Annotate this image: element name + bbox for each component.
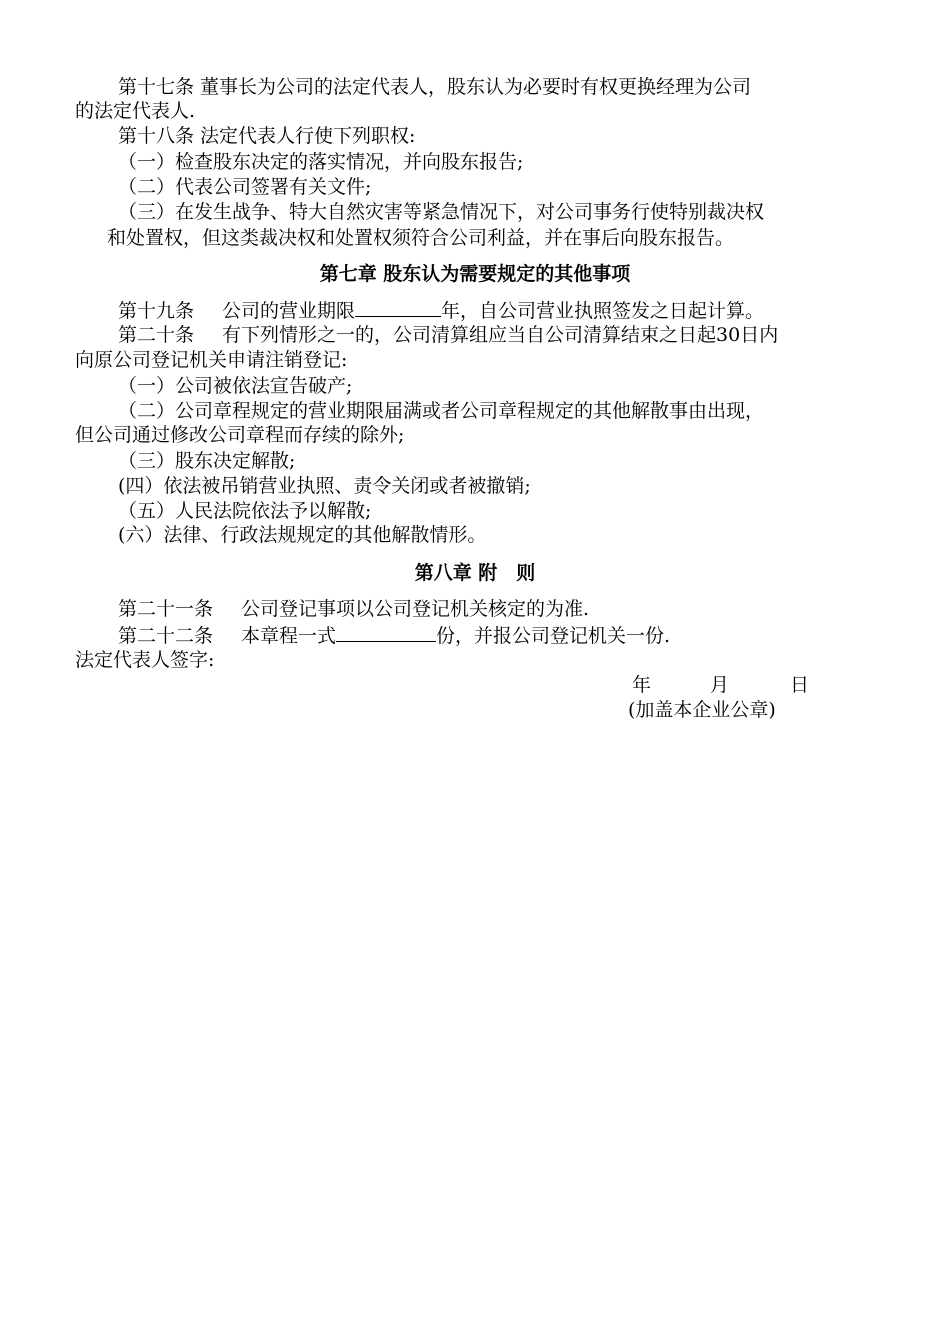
company-seal-note: (加盖本企业公章) xyxy=(628,699,776,721)
signature-label: 法定代表人签字: xyxy=(75,649,215,671)
art22-line xyxy=(118,623,670,648)
art18-item3-line1: （三）在发生战争、特大自然灾害等紧急情况下，对公司事务行使特别裁决权 xyxy=(118,201,765,223)
business-term-blank xyxy=(355,298,441,317)
copies-blank xyxy=(336,623,436,642)
art20-line1 xyxy=(118,323,778,347)
art22-prefix: 第二十二条 xyxy=(118,625,214,647)
art20-text: 有下列情形之一的，公司清算组应当自公司清算结束之日起30日内 xyxy=(222,324,779,346)
art18-item3-line2: 和处置权，但这类裁决权和处置权须符合公司利益，并在事后向股东报告。 xyxy=(107,227,735,249)
art17-line2: 的法定代表人. xyxy=(75,100,196,122)
chapter8-heading: 第八章 附 则 xyxy=(414,562,536,584)
art21-text: 公司登记事项以公司登记机关核定的为准. xyxy=(241,598,590,620)
art22-text-before: 本章程一式 xyxy=(241,625,337,647)
art21-prefix: 第二十一条 xyxy=(118,598,214,620)
art22-text-after: 份，并报公司登记机关一份. xyxy=(436,625,671,647)
art20-item4: (四）依法被吊销营业执照、责令关闭或者被撤销; xyxy=(118,475,531,497)
art18-item1: （一）检查股东决定的落实情况，并向股东报告; xyxy=(118,151,524,173)
art19-text-before: 公司的营业期限 xyxy=(222,300,356,322)
art20-item2-line1: （二）公司章程规定的营业期限届满或者公司章程规定的其他解散事由出现， xyxy=(118,400,765,422)
art18-item2: （二）代表公司签署有关文件; xyxy=(118,176,372,198)
art20-line2: 向原公司登记机关申请注销登记: xyxy=(75,349,348,371)
art19-prefix: 第十九条 xyxy=(118,300,195,322)
art19-text-after: 年，自公司营业执照签发之日起计算。 xyxy=(441,300,765,322)
art20-prefix: 第二十条 xyxy=(118,324,195,346)
chapter7-heading: 第七章 股东认为需要规定的其他事项 xyxy=(319,263,631,285)
art21-line xyxy=(118,597,589,621)
art20-item2-line2: 但公司通过修改公司章程而存续的除外; xyxy=(75,424,405,446)
signature-month: 月 xyxy=(710,674,730,696)
art20-item1: （一）公司被依法宣告破产; xyxy=(118,375,353,397)
art20-item5: （五）人民法院依法予以解散; xyxy=(118,500,372,522)
art19-line xyxy=(118,298,764,323)
signature-day: 日 xyxy=(790,674,810,696)
art18-title: 第十八条 法定代表人行使下列职权: xyxy=(118,125,416,147)
art20-item3: （三）股东决定解散; xyxy=(118,450,296,472)
signature-year: 年 xyxy=(632,674,652,696)
art17-line1: 第十七条 董事长为公司的法定代表人，股东认为必要时有权更换经理为公司 xyxy=(118,76,752,98)
art20-item6: (六）法律、行政法规规定的其他解散情形。 xyxy=(118,524,487,546)
